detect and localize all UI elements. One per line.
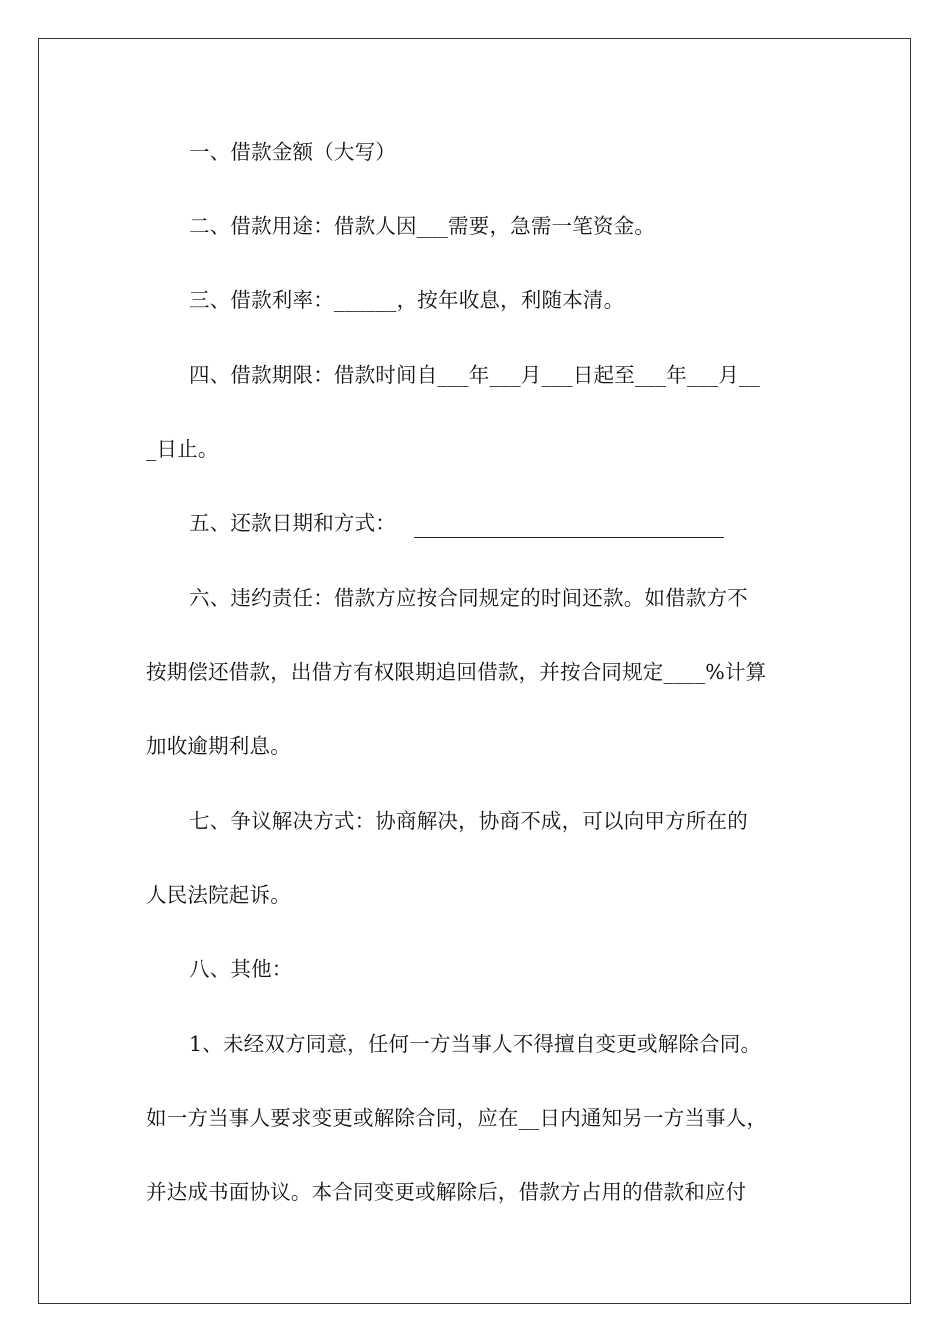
repayment-fill-in-line [414,537,724,538]
clause-6-breach: 六、违约责任：借款方应按合同规定的时间还款。如借款方不 [189,586,748,610]
clause-2-loan-purpose: 二、借款用途：借款人因___需要，急需一笔资金。 [189,214,656,238]
clause-8-item-1-cont-1: 如一方当事人要求变更或解除合同，应在__日内通知另一方当事人， [146,1106,768,1130]
clause-8-other: 八、其他： [189,957,293,981]
clause-6-breach-cont-1: 按期偿还借款，出借方有权限期追回借款，并按合同规定____%计算 [146,660,767,684]
clause-4-loan-term: 四、借款期限：借款时间自___年___月___日起至___年___月__ [189,363,760,387]
clause-4-loan-term-cont: _日止。 [146,437,219,461]
clause-7-dispute: 七、争议解决方式：协商解决，协商不成，可以向甲方所在的 [189,809,748,833]
clause-6-breach-cont-2: 加收逾期利息。 [146,734,291,758]
clause-5-repayment: 五、还款日期和方式： [189,511,396,535]
clause-3-interest-rate: 三、借款利率：______，按年收息，利随本清。 [189,288,625,312]
clause-8-item-1: 1、未经双方同意，任何一方当事人不得擅自变更或解除合同。 [189,1032,762,1056]
clause-7-dispute-cont: 人民法院起诉。 [146,883,291,907]
clause-8-item-1-cont-2: 并达成书面协议。本合同变更或解除后，借款方占用的借款和应付 [146,1180,747,1204]
clause-1-loan-amount: 一、借款金额（大写） [189,140,396,164]
